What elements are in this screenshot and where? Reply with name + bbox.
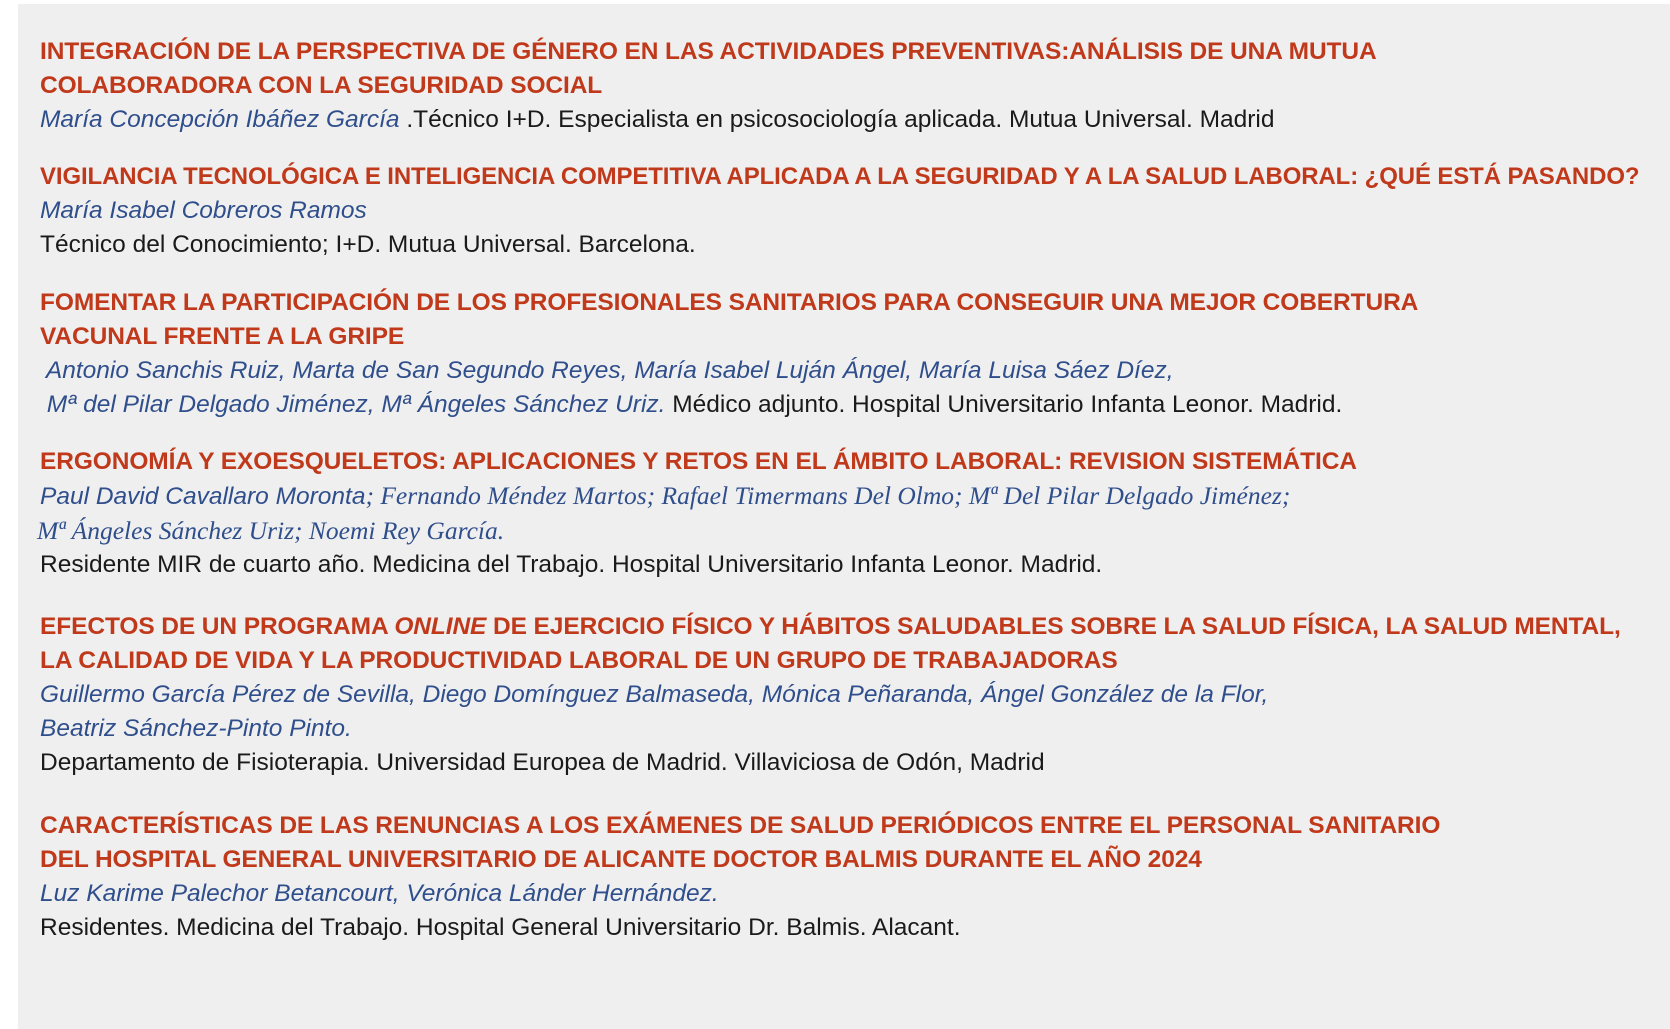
entry-author-affiliation-line <box>40 103 1377 137</box>
entry-author: María Concepción Ibáñez García <box>40 106 400 133</box>
entry-author: Beatriz Sánchez-Pinto Pinto. <box>40 715 352 742</box>
entry-title-line: DEL HOSPITAL GENERAL UNIVERSITARIO DE ALICANTE DOCTOR BALMIS DURANTE EL AÑO 2024 <box>40 846 1202 873</box>
entry-author: Guillermo García Pérez de Sevilla, Diego Domínguez Balmaseda, Mónica Peñaranda, Ángel González de la Flor, <box>40 681 1269 708</box>
entry-affiliation: Técnico del Conocimiento; I+D. Mutua Universal. Barcelona. <box>40 231 696 258</box>
entry-author: Mª del Pilar Delgado Jiménez, Mª Ángeles Sánchez Uriz. <box>40 391 666 418</box>
entry-title-line: CARACTERÍSTICAS DE LAS RENUNCIAS A LOS EXÁMENES DE SALUD PERIÓDICOS ENTRE EL PERSONAL SANITARIO <box>40 812 1441 839</box>
entry-title-line: INTEGRACIÓN DE LA PERSPECTIVA DE GÉNERO EN LAS ACTIVIDADES PREVENTIVAS:ANÁLISIS DE UNA MUTUA <box>40 38 1377 65</box>
entry-author: Luz Karime Palechor Betancourt, Verónica Lánder Hernández. <box>40 880 719 907</box>
entry-coauthors: Mª Ángeles Sánchez Uriz; Noemi Rey García. <box>37 516 505 545</box>
entry-author-affiliation-line <box>40 388 1418 422</box>
entry-affiliation: Residente MIR de cuarto año. Medicina del Trabajo. Hospital Universitario Infanta Leonor. Madrid. <box>40 551 1103 578</box>
entry-affiliation: .Técnico I+D. Especialista en psicosociología aplicada. Mutua Universal. Madrid <box>399 106 1275 133</box>
entry-title-line: ERGONOMÍA Y EXOESQUELETOS: APLICACIONES Y RETOS EN EL ÁMBITO LABORAL: REVISION SISTEMÁTICA <box>40 448 1357 475</box>
entry-title-line: COLABORADORA CON LA SEGURIDAD SOCIAL <box>40 72 603 99</box>
entry-title-italic: ONLINE <box>394 613 487 640</box>
abstract-entry-5 <box>40 610 1621 780</box>
entry-author: Antonio Sanchis Ruiz, Marta de San Segundo Reyes, María Isabel Luján Ángel, María Luisa Sáez Díez, <box>40 357 1174 384</box>
entry-title-line: FOMENTAR LA PARTICIPACIÓN DE LOS PROFESIONALES SANITARIOS PARA CONSEGUIR UNA MEJOR COBERTURA <box>40 289 1419 316</box>
abstract-entry-4 <box>37 445 1357 582</box>
abstract-list-panel <box>18 4 1670 1029</box>
entry-affiliation: Médico adjunto. Hospital Universitario Infanta Leonor. Madrid. <box>665 391 1343 418</box>
entry-coauthors: ; Fernando Méndez Martos; Rafael Timermans Del Olmo; Mª Del Pilar Delgado Jiménez; <box>365 481 1291 510</box>
entry-author-line <box>40 479 1357 514</box>
entry-affiliation: Residentes. Medicina del Trabajo. Hospital General Universitario Dr. Balmis. Alacant. <box>40 914 961 941</box>
abstract-entry-2 <box>40 160 1639 262</box>
entry-title-text: EFECTOS DE UN PROGRAMA <box>40 613 395 640</box>
entry-affiliation: Departamento de Fisioterapia. Universidad Europea de Madrid. Villaviciosa de Odón, Madrid <box>40 749 1045 776</box>
entry-title-line <box>40 610 1621 644</box>
entry-title-line: VIGILANCIA TECNOLÓGICA E INTELIGENCIA COMPETITIVA APLICADA A LA SEGURIDAD Y A LA SALUD LABORAL: ¿QUÉ ESTÁ PASANDO? <box>40 163 1640 190</box>
entry-title-line: VACUNAL FRENTE A LA GRIPE <box>40 323 405 350</box>
entry-author: Paul David Cavallaro Moronta <box>40 483 366 510</box>
entry-title-text: DE EJERCICIO FÍSICO Y HÁBITOS SALUDABLES SOBRE LA SALUD FÍSICA, LA SALUD MENTAL, <box>486 613 1621 640</box>
entry-author: María Isabel Cobreros Ramos <box>40 197 367 224</box>
abstract-entry-1 <box>40 35 1377 137</box>
entry-title-line: LA CALIDAD DE VIDA Y LA PRODUCTIVIDAD LABORAL DE UN GRUPO DE TRABAJADORAS <box>40 647 1118 674</box>
abstract-entry-3 <box>40 286 1418 422</box>
abstract-entry-6 <box>40 809 1440 945</box>
